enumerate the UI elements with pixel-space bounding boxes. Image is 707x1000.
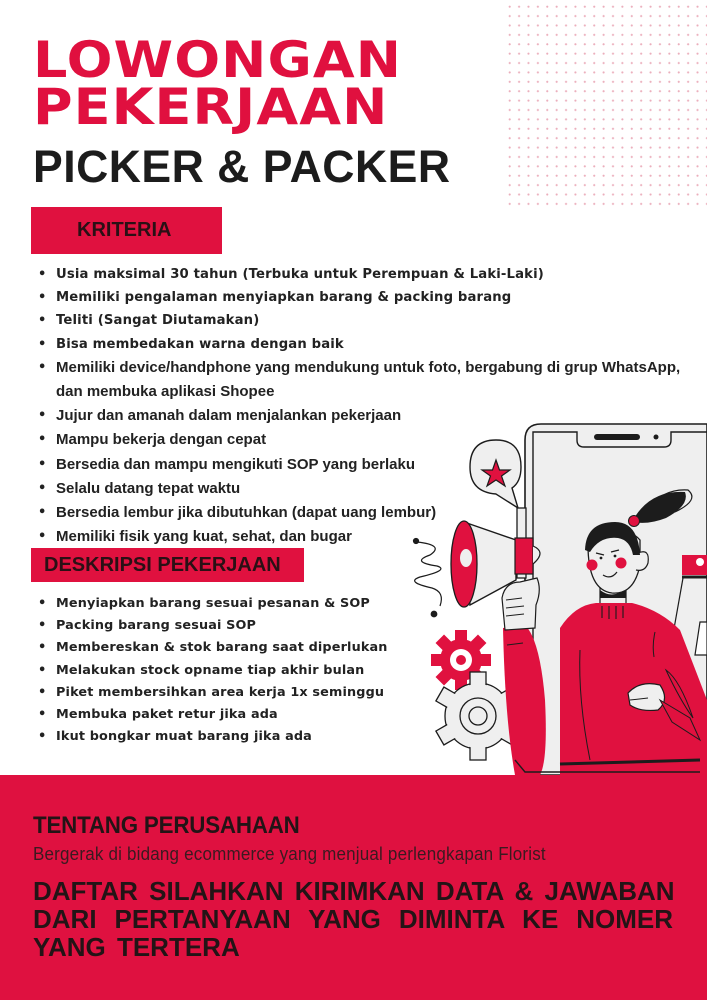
cta-line-1: DAFTAR SILAHKAN KIRIMKAN DATA & JAWABAN <box>33 876 675 906</box>
criteria-heading-text: KRITERIA <box>77 219 172 241</box>
title-line-2: PEKERJAAN <box>33 78 389 136</box>
bullet-icon: • <box>38 313 47 329</box>
bullet-icon: • <box>38 359 47 375</box>
bullet-icon: • <box>38 662 47 678</box>
list-item: • Mampu bekerja dengan cepat <box>34 428 694 452</box>
list-item: • Selalu datang tepat waktu <box>34 477 694 501</box>
megaphone-woman-illustration <box>400 410 707 780</box>
bullet-icon: • <box>38 618 47 634</box>
cta-line-2: DARI PERTANYAAN YANG DIMINTA KE NOMER <box>33 904 673 934</box>
list-item: • Memiliki device/handphone yang mendukung untuk foto, bergabung di grup WhatsApp, <box>34 356 694 380</box>
list-item-continuation: dan membuka aplikasi Shopee <box>56 383 275 401</box>
position-title: PICKER & PACKER <box>33 141 451 192</box>
about-company-heading: TENTANG PERUSAHAAN <box>33 812 300 839</box>
bullet-icon: • <box>38 480 47 496</box>
bullet-icon: • <box>38 529 47 545</box>
bullet-icon: • <box>38 336 47 352</box>
job-description-heading-text: DESKRIPSI PEKERJAAN <box>44 553 281 576</box>
list-item: • Bersedia lembur jika dibutuhkan (dapat uang lembur) <box>34 501 694 525</box>
list-item: • Membereskan & stok barang saat diperlukan <box>34 637 414 659</box>
list-item: • Piket membersihkan area kerja 1x seminggu <box>34 682 414 704</box>
list-item: • Menyiapkan barang sesuai pesanan & SOP <box>34 593 414 615</box>
list-item: • Melakukan stock opname tiap akhir bulan <box>34 660 414 682</box>
bullet-icon: • <box>38 290 47 306</box>
list-item: • Teliti (Sangat Diutamakan) <box>34 309 694 332</box>
bullet-icon: • <box>38 684 47 700</box>
job-description-list <box>34 593 414 748</box>
about-company-text: Bergerak di bidang ecommerce yang menjual perlengkapan Florist <box>33 843 546 864</box>
title-line-1: LOWONGAN <box>33 31 403 89</box>
call-to-action <box>33 877 673 961</box>
star-speech-bubble-icon <box>470 440 521 508</box>
cta-line-3: YANG TERTERA <box>33 932 240 962</box>
bullet-icon: • <box>38 408 47 424</box>
bullet-icon: • <box>38 267 47 282</box>
bullet-icon: • <box>38 456 47 472</box>
dot-pattern-decoration <box>503 0 707 206</box>
job-description-heading <box>31 548 304 582</box>
squiggle-decoration <box>414 539 442 617</box>
bullet-icon: • <box>38 432 47 448</box>
bullet-icon: • <box>38 729 47 745</box>
list-item: • Membuka paket retur jika ada <box>34 704 414 726</box>
list-item: • Usia maksimal 30 tahun (Terbuka untuk Perempuan & Laki-Laki) <box>34 263 694 286</box>
bullet-icon: • <box>38 596 47 611</box>
list-item: • Jujur dan amanah dalam menjalankan pekerjaan <box>34 404 694 428</box>
bullet-icon: • <box>38 640 47 656</box>
list-item: • Bisa membedakan warna dengan baik <box>34 333 694 356</box>
list-item: • Memiliki fisik yang kuat, sehat, dan bugar <box>34 525 694 549</box>
list-item: • Packing barang sesuai SOP <box>34 615 414 637</box>
list-item: • Ikut bongkar muat barang jika ada <box>34 726 414 748</box>
bullet-icon: • <box>38 505 47 521</box>
list-item: • Bersedia dan mampu mengikuti SOP yang berlaku <box>34 453 694 477</box>
bullet-icon: • <box>38 707 47 723</box>
list-item: • Memiliki pengalaman menyiapkan barang & packing barang <box>34 286 694 309</box>
criteria-heading <box>31 207 222 254</box>
